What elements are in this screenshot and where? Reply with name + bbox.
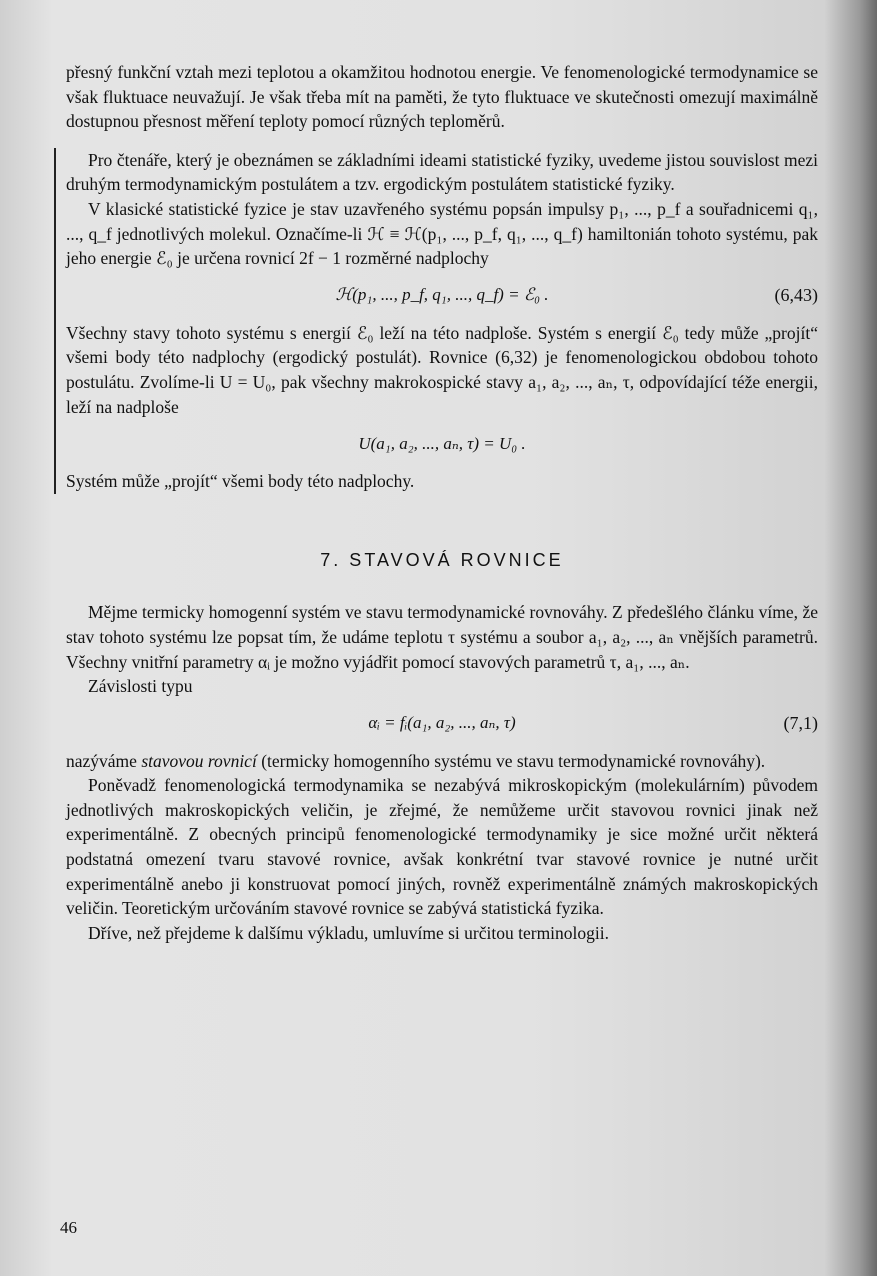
paragraph-definition — [66, 749, 818, 774]
paragraph: Dříve, než přejdeme k dalšímu výkladu, umluvíme si určitou terminologii. — [88, 922, 610, 943]
paragraph: Závislosti typu — [88, 676, 193, 697]
text-run: nazýváme — [66, 750, 142, 771]
paragraph: V klasické statistické fyzice je stav uzavřeného systému popsán impulsy p₁, ..., p_f a souřadnicemi q₁, ..., q_f jednotlivých molekul. Označíme-li ℋ ≡ ℋ(p₁, ..., p_f, q₁, ..., q_f) hamiltonián tohoto systému, pak jeho energie ℰ₀ je určena rovnicí 2f − 1 rozměrné nadplochy — [66, 198, 818, 269]
equation-body: ℋ(p₁, ..., p_f, q₁, ..., q_f) = ℰ₀ . — [335, 285, 549, 305]
emphasized-term: stavovou rovnicí — [141, 750, 257, 771]
section-heading: 7. STAVOVÁ ROVNICE — [320, 549, 564, 570]
paragraph: Mějme termicky homogenní systém ve stavu termodynamické rovnováhy. Z předešlého článku víme, že stav tohoto systému lze popsat tím, že udáme teplotu τ systému a soubor a₁, a₂, ..., aₙ vnějších parametrů. Všechny vnitřní parametry αᵢ je možno vyjádřit pomocí stavových parametrů τ, a₁, ..., aₙ. — [66, 602, 818, 672]
equation-body: U(a₁, a₂, ..., aₙ, τ) = U₀ . — [358, 433, 526, 453]
equation-7-1 — [66, 699, 818, 749]
marked-passage — [54, 148, 818, 494]
equation-body: αᵢ = fᵢ(a₁, a₂, ..., aₙ, τ) — [368, 713, 516, 733]
text-run: (termicky homogenního systému ve stavu termodynamické rovnováhy). — [256, 750, 766, 771]
paragraph: Poněvadž fenomenologická termodynamika se nezabývá mikroskopickým (molekulárním) původem jednotlivých makroskopických veličin, je zřejmé, že nemůžeme určit stavovou rovnici jinak než experimentálně. Z obecných principů fenomenologické termodynamiky je sice možné určit některá podstatná omezení tvaru stavové rovnice, avšak konkrétní tvar stavové rovnice je nutné určit experimentálně anebo ji konstruovat pomocí jiných, rovněž experimentálně známých makroskopických veličin. Teoretickým určováním stavové rovnice se zabývá statistická fyzika. — [66, 775, 818, 919]
paragraph: Všechny stavy tohoto systému s energií ℰ₀ leží na této nadploše. Systém s energií ℰ₀ tedy může „projít“ všemi body této nadplochy (ergodický postulát). Rovnice (6,32) je fenomenologickou obdobou tohoto postulátu. Zvolíme-li U = U₀, pak všechny makrokospické stavy a₁, a₂, ..., aₙ, τ, odpovídající téže energii, leží na nadploše — [66, 322, 818, 417]
paragraph: přesný funkční vztah mezi teplotou a okamžitou hodnotou energie. Ve fenomenologické termodynamice se však fluktuace neuvažují. Je však třeba mít na paměti, že tyto fluktuace ve skutečnosti omezují maximálně dostupnou přesnost měření teploty pomocí různých teploměrů. — [66, 62, 818, 132]
equation-number: (6,43) — [774, 285, 818, 306]
equation-6-43 — [66, 271, 818, 321]
page-number: 46 — [60, 1218, 77, 1237]
page-text — [66, 60, 818, 945]
equation-number: (7,1) — [783, 713, 818, 734]
equation-energy-surface — [66, 419, 818, 469]
paragraph: Systém může „projít“ všemi body této nadplochy. — [66, 471, 415, 492]
paragraph: Pro čtenáře, který je obeznámen se základními ideami statistické fyziky, uvedeme jistou souvislost mezi druhým termodynamickým postulátem a tzv. ergodickým postulátem statistické fyziky. — [66, 149, 818, 195]
